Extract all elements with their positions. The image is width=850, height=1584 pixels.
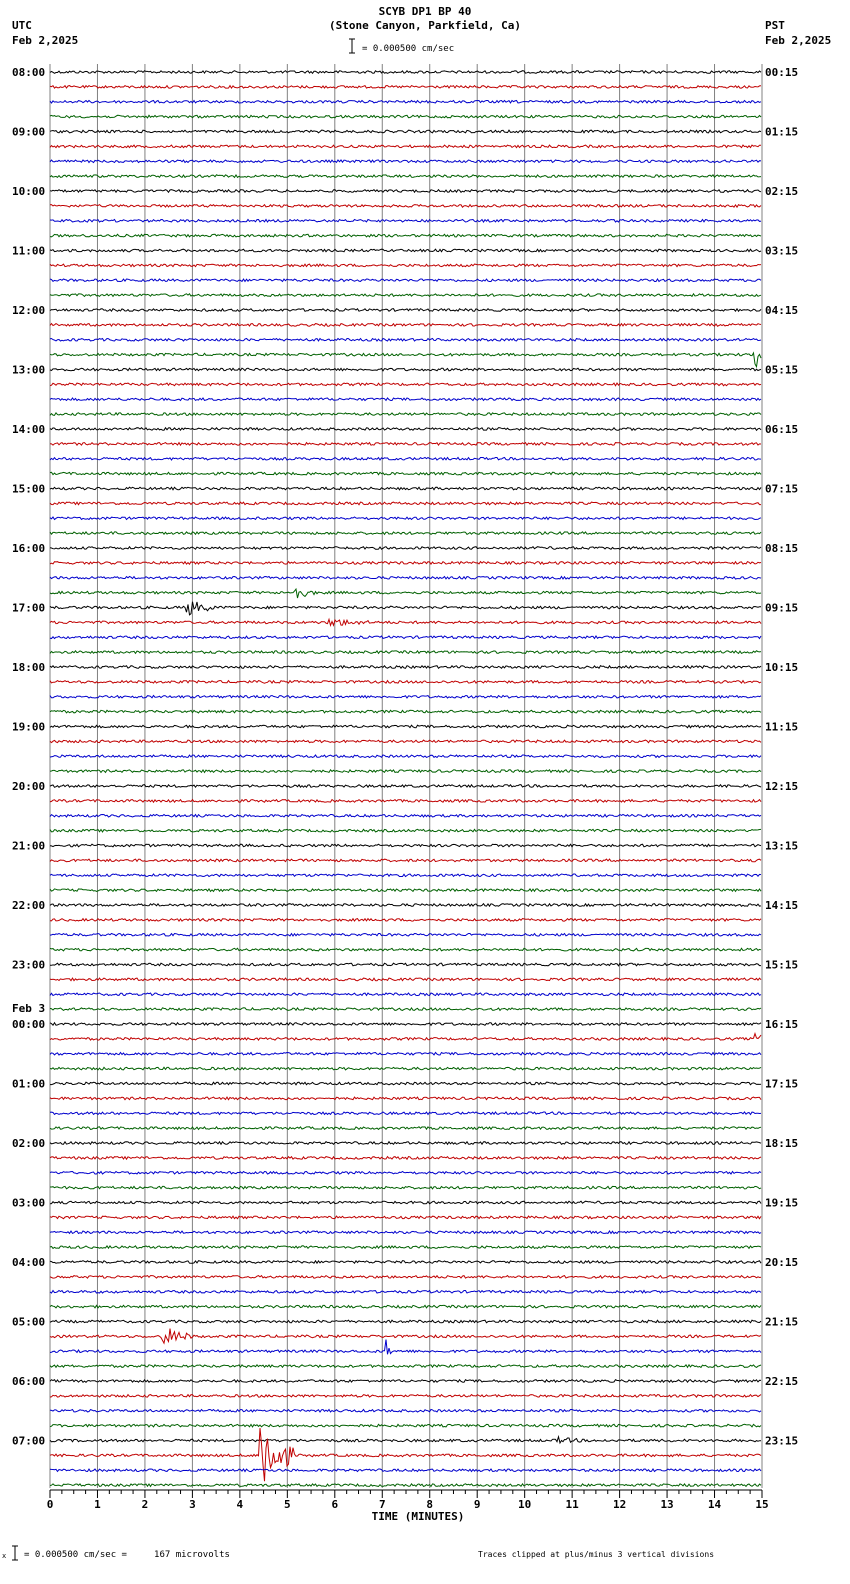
trace-14 [50,279,761,282]
utc-label-9: 17:00 [12,601,46,615]
time-axis [47,1490,769,1511]
trace-8 [50,190,761,193]
trace-65 [50,1034,761,1041]
pst-label-10: 10:15 [765,661,799,674]
scale-label: = 0.000500 cm/sec [362,44,455,54]
utc-label-21: 05:00 [12,1315,46,1329]
trace-74 [50,1172,761,1175]
pst-label-23: 23:15 [765,1434,799,1448]
trace-18 [50,339,761,342]
trace-49 [50,800,761,803]
trace-23 [50,413,761,416]
trace-68 [50,1082,761,1085]
utc-label-15: 23:00 [12,958,46,972]
trace-60 [50,963,761,966]
trace-group [50,71,761,1487]
x-tick-label-2: 2 [141,1498,149,1511]
utc-label-19: 03:00 [12,1196,46,1210]
pst-label-5: 05:15 [765,363,799,377]
pst-label-7: 07:15 [765,482,799,496]
utc-label-8: 16:00 [12,542,46,555]
pst-zone-label: PST [765,19,785,32]
footer-clip-note: Traces clipped at plus/minus 3 vertical divisions [478,1550,715,1559]
pst-label-22: 22:15 [765,1375,799,1388]
trace-2 [50,101,761,104]
trace-52 [50,844,761,847]
trace-11 [50,234,761,237]
trace-66 [50,1053,761,1056]
trace-15 [50,294,761,297]
pst-label-20: 20:15 [765,1256,799,1269]
trace-82 [50,1291,761,1294]
trace-88 [50,1380,761,1383]
date-change-label: Feb 3 [12,1002,46,1015]
trace-41 [50,681,761,684]
x-tick-label-0: 0 [46,1498,54,1511]
footer-scale-note: = 0.000500 cm/sec = 167 microvolts [24,1550,230,1560]
utc-label-18: 02:00 [12,1137,46,1150]
trace-70 [50,1112,761,1115]
utc-label-10: 18:00 [12,661,46,674]
pst-label-17: 17:15 [765,1077,799,1091]
utc-label-12: 20:00 [12,780,46,793]
trace-55 [50,889,761,892]
x-tick-label-8: 8 [426,1498,434,1511]
pst-label-1: 01:15 [765,125,799,139]
trace-54 [50,874,761,877]
pst-label-21: 21:15 [765,1315,799,1329]
trace-53 [50,859,761,862]
trace-86 [50,1340,761,1355]
trace-61 [50,978,761,981]
trace-58 [50,934,761,937]
trace-39 [50,651,761,654]
trace-34 [50,577,761,580]
trace-3 [50,115,761,118]
x-tick-label-15: 15 [755,1498,769,1511]
pst-label-4: 04:15 [765,304,799,317]
trace-26 [50,458,761,461]
pst-label-12: 12:15 [765,780,799,793]
trace-35 [50,589,761,598]
trace-33 [50,562,761,565]
trace-95 [50,1484,761,1487]
x-axis-label: TIME (MINUTES) [371,1510,465,1523]
trace-92 [50,1437,761,1443]
utc-label-20: 04:00 [12,1256,46,1269]
x-tick-label-4: 4 [236,1498,244,1511]
trace-9 [50,205,761,208]
x-tick-label-6: 6 [331,1498,339,1511]
trace-50 [50,815,761,818]
x-tick-label-5: 5 [284,1498,291,1511]
trace-67 [50,1067,761,1070]
utc-label-22: 06:00 [12,1375,46,1388]
pst-label-8: 08:15 [765,542,799,555]
trace-63 [50,1008,761,1011]
pst-label-15: 15:15 [765,958,799,972]
trace-19 [50,353,761,367]
trace-59 [50,948,761,951]
utc-date-label: Feb 2,2025 [12,34,79,47]
pst-label-13: 13:15 [765,839,799,853]
trace-21 [50,383,761,386]
pst-label-16: 16:15 [765,1018,799,1031]
utc-label-14: 22:00 [12,899,46,912]
trace-29 [50,502,761,505]
trace-25 [50,443,761,446]
utc-label-13: 21:00 [12,839,46,853]
trace-45 [50,740,761,743]
trace-90 [50,1410,761,1413]
trace-20 [50,368,761,371]
trace-51 [50,829,761,832]
minute-gridlines [50,64,762,1488]
pst-label-0: 00:15 [765,66,799,79]
trace-6 [50,160,761,163]
trace-16 [50,309,761,312]
x-tick-label-14: 14 [707,1498,722,1511]
scale-bar-icon [349,39,355,53]
trace-10 [50,220,761,223]
trace-38 [50,636,761,639]
trace-71 [50,1127,761,1130]
trace-84 [50,1320,761,1323]
trace-47 [50,770,761,773]
x-tick-label-7: 7 [378,1498,386,1511]
utc-label-3: 11:00 [12,244,46,258]
utc-label-2: 10:00 [12,185,46,198]
x-tick-label-1: 1 [94,1498,101,1511]
trace-91 [50,1424,761,1427]
trace-37 [50,619,761,625]
pst-label-18: 18:15 [765,1137,799,1150]
trace-48 [50,785,761,788]
trace-32 [50,547,761,550]
trace-87 [50,1365,761,1368]
trace-36 [50,602,761,615]
utc-label-4: 12:00 [12,304,46,317]
x-tick-label-11: 11 [565,1498,579,1511]
trace-12 [50,249,761,252]
trace-89 [50,1395,761,1398]
pst-date-label: Feb 2,2025 [765,34,832,47]
chart-subtitle: (Stone Canyon, Parkfield, Ca) [328,19,522,32]
trace-81 [50,1276,761,1279]
trace-46 [50,755,761,758]
utc-label-7: 15:00 [12,482,46,496]
trace-80 [50,1261,761,1264]
trace-13 [50,264,761,267]
trace-1 [50,86,761,89]
trace-93 [50,1428,761,1481]
trace-31 [50,532,761,535]
trace-42 [50,696,761,699]
x-tick-label-3: 3 [189,1498,196,1511]
trace-44 [50,725,761,728]
trace-5 [50,145,761,148]
pst-hour-labels [765,66,798,1448]
trace-43 [50,710,761,713]
utc-label-11: 19:00 [12,720,46,734]
x-tick-label-13: 13 [660,1498,674,1511]
pst-label-2: 02:15 [765,185,799,198]
x-tick-label-10: 10 [518,1498,532,1511]
utc-label-17: 01:00 [12,1077,46,1091]
trace-24 [50,428,761,431]
trace-62 [50,993,761,996]
pst-label-19: 19:15 [765,1196,799,1210]
trace-40 [50,666,761,669]
trace-56 [50,904,761,907]
chart-title: SCYB DP1 BP 40 [378,5,472,18]
utc-label-5: 13:00 [12,363,46,377]
trace-4 [50,130,761,133]
trace-30 [50,517,761,520]
trace-64 [50,1023,761,1026]
pst-label-9: 09:15 [765,601,799,615]
trace-7 [50,175,761,178]
pst-label-6: 06:15 [765,423,799,436]
trace-73 [50,1157,761,1160]
x-tick-label-12: 12 [612,1498,627,1511]
svg-text:x: x [2,1552,7,1560]
pst-label-14: 14:15 [765,899,799,912]
trace-57 [50,919,761,922]
pst-label-3: 03:15 [765,244,799,258]
x-tick-label-9: 9 [473,1498,481,1511]
utc-label-6: 14:00 [12,423,46,436]
trace-79 [50,1246,761,1249]
trace-0 [50,71,761,74]
utc-zone-label: UTC [12,19,32,32]
trace-72 [50,1142,761,1145]
trace-77 [50,1216,761,1219]
footer-scale-bar-icon [2,1546,18,1560]
utc-label-1: 09:00 [12,125,46,139]
trace-28 [50,487,761,490]
trace-69 [50,1097,761,1100]
pst-label-11: 11:15 [765,720,799,734]
utc-label-16: 00:00 [12,1018,46,1031]
trace-83 [50,1305,761,1308]
trace-76 [50,1201,761,1204]
utc-hour-labels [12,66,45,1448]
trace-17 [50,324,761,327]
utc-label-23: 07:00 [12,1434,46,1448]
trace-75 [50,1186,761,1189]
trace-85 [50,1329,761,1344]
utc-label-0: 08:00 [12,66,46,79]
trace-22 [50,398,761,401]
trace-27 [50,472,761,475]
trace-78 [50,1231,761,1234]
trace-94 [50,1469,761,1472]
